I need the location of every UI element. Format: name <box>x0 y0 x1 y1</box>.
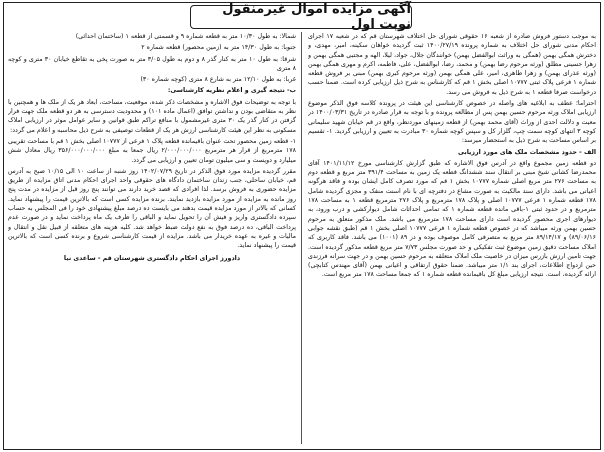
right-heading: الف - حدود مشخصات ملک های مورد ارزیابی <box>457 148 596 156</box>
boundary-north: شمالا: به طول ۱۰/۳۰ متر به قطعه شماره ۹ و قسمتی از قطعه ۱ (ساختمان احداثی) <box>75 33 296 40</box>
valuation-paragraph: ۱- قطعه زمین محصور تحت عنوان باقیمانده قطعه پلاک ۱ فرعی از ۱۰۷۷۷ اصلی بخش ۱ قم با مساحت تقریبی ۱۷۸ مترمربع از قرار هر مترمربع ۲/۰۰۰/۰۰۰/۰۰۰ ریال جمعا به مبلغ ۳۵۶/۰۰۰/۰۰۰/۰۰۰ ریال معادل شش میلیارد و دویست و سی میلیون تومان تعیین و ارزیابی می گردد. <box>8 137 296 164</box>
right-paragraph-1: به موجب دستور فروش صادره از شعبه ۱۶ حقوقی شورای حل اختلاف شهرستان قم که در شعبه ۱۷ اجرای احکام مدنی شورای حل اختلاف به شماره پرونده ۱۴۰۰/۲۷/۱۹ ثبت گردیده خواهان سکینه، امیر، مهدی، و دخترش همگی بهمن (همگی به وراثت ابوالفضل بهمن) خوانندگان جلال، جواد، لیلا، الهه و مجتبی همگی بهمن و زهرا حسینی مطلق (ورثه مرحوم رضا بهمن) و محمد، رضا، ابوالفضل، علی، فاطمه، اکرم و مهری همگی بهمن (ورثه عذرای بهمن) و زهرا طاهری، امیر، علی همگی بهمن (ورثه مرحوم کبری بهمن) مبنی بر فروش قطعه شماره ۱ فرعی پلاک ثبتی ۱۰۷۷۷ اصلی بخش ۱ قم که کارشناس به شرح ذیل ارزیابی کرده است. ضمنا حسب درخواست صرفا قطعه ۱ به شرح ذیل به فروش می رسد. <box>308 33 596 96</box>
boundary-south: جنوبا: به طول ۱۴/۳۰ متر به (زمین محصور) قطعه شماره ۲ <box>141 44 296 52</box>
notice-title-text: آگهی مزایده اموال غیرمنقول نوبت اول <box>222 2 411 32</box>
right-paragraph-2: احتراما؛ عطف به ابلاغیه های واصله در خصوص کارشناسی این هیئت در پرونده کلاسه فوق الذکر موضوع ارزیابی املاک ورثه مرحوم حسین بهمن پس از مطالعه پرونده و با توجه به قرار صادره در تاریخ ۱۴۰۰/۰۳/۳۱ در معیت و دلالت احدی از وراث (آقای محمد بهمن) از قطعه زمینهای موردنظر، واقع در قم خیابان شهید سلیمانی کوچه ۳ انتهای کوچه سمت چپ، گلزار کل و سپس کوچه شماره ۳۰ مبادرت به تعیین و ارزیابی گردید. ۱- تقسیم بر اساس مساحت به شرح ذیل به استحضار میرسد: <box>308 100 596 145</box>
boundary-east: شرقا: به طول ۱۰ متر به کنار گذر ۸ و دوم به طول ۳/۰۵ متر به صورت پخی به تقاطع خیابان ۳۰ متری و کوچه ۸ متری <box>8 55 296 72</box>
conclusion-paragraph: با توجه به توضیحات فوق الاشاره و مشخصات ذکر شده، موقعیت، مساحت، ابعاد هر یک از ملک ها و همچنین با نظر به متقاضی بودن و نداشتن توافق (اعمال ماده ۱۰۱) و محدودیت دسترسی به هر دو قطعه ملک جهت فرار گرفتن در کنار گذر یک ۳۰ متری غیرمشمول با منافع تراکم طبق قوانین و سایر عوامل موثر در ارزیابی املاک مسکونی به نظر این هیئت کارشناسی ارزش هر یک از قطعات توصیفی به شرح ذیل محاسبه و اعلام می گردد: <box>8 98 296 134</box>
auction-terms-paragraph: مقرر گردیده مزایده مورد فوق الذکر در تاریخ ۱۴۰۲/۰۷/۲۹ روز شنبه از ساعت ۱۰ الی ۱۰/۱۵ صبح به آدرس قم، خیابان ساحلی، جنب زندان ساختمان دادگاه های حقوقی واحد اجرای احکام مدنی اتاق مزایده از طریق مزایده حضوری به فروش برسد. لذا افرادی که قصد خرید دارند می توانند پنج روز قبل از مزایده در مدت پنج روز مانده به مزایده از مورد مزایده بازدید نمایند. برنده مزایده کسی است که بالاترین قیمت را پیشنهاد نماید. کسانی که بالاتر از مورد مزایده قیمت بدهند می بایست ده درصد مبلغ پیشنهادی خود را فی المجلس به حساب سپرده دادگستری واریز و فیش آن را تحویل نماید و الباقی را ظرف یک ماه پرداخت نماید و در صورت عدم پرداخت الباقی، ده درصد فوق به نفع دولت ضبط خواهد شد. کلیه هزینه های متعلقه از قبیل نقل و انتقال و مالیات و غیره به عهده خریدار می باشد. مزایده از قیمت کارشناسی شروع و برنده کسی است که بالاترین قیمت را پیشنهاد نماید. <box>8 167 296 250</box>
notice-title <box>190 2 412 32</box>
conclusion-heading: ب- نتیجه گیری و اعلام نظریه کارشناسی: <box>167 87 296 95</box>
right-paragraph-3: دو قطعه زمین مجموع واقع در آدرس فوق الاشاره که طبق گزارش کارشناسی مورخ ۱۴۰۱/۱۱/۱۲ آقای محمدرضا کشانی شیخ مبنی بر انتقال سند ششدانگ قطعه یک زمین به مساحت ۳۹۱/۴ متر مربع و قطعه دوم به مساحت ۲۷۶ متر مربع اصلی شماره ۱۰۷۷۷ بخش ۱ قم که مورد تصرف کامل ایشان بوده و فاقد هرگونه اعیانی می باشد. دارای سند مالکیت به صورت مشاع در دفترچه ای با نام اسنت منفک و مجزی گردیده شامل ۱۷۸ قطعه شماره ۱ فرعی ۱۰۷۷۷ اصلی و پلاک ۱۷۸ مترمربع و پلاک ۲۷۶ مترمربع قطعه ۱ به مساحت ۱۷۸ مترمربع و در حدود ثبتی ۱-باقی مانده قطعه شماره ۱ که تمامی احداثات شامل دیوارکشی و درب ورود، به دیوارهای اجری محصور گردیده است دارای مساحت ۱۷۸ مترمربع می باشد. ملک مذکور متعلق به مرحوم حسین بهمن ورثه میباشد که در خصوص قطعه شماره ۱ فرعی ۱۰۷۷۷ اصلی بخش ۱ قم (طبق نقشه جوابی ۸۹/۰۶/۱۶) و ۸۹/۱۴/۱۷ متر مربع به متصرفی کامل موصوف بوده و در ۸۹ (۱۰۰۱) می باشد. فاقد کاربری که املاک مساحت دقیق زمین موضوع ثبت تفکیکی و حد صورت مجلس ۷/۷۳ متر مربع قطعه مذکور گردیده است. جهت تامین ارزش بازرس میزان در خاصیت ملک املاک متعلقه به مرحوم حسین بهمن و در جهت سرانه فرزندی حین ازدواج اطلاعات، اجرای بند ۱/۱ متر میباشد. ضمنا حقوق ارتفاقی و اعیانی بهمن (آقای مهندس کتابچی) ارائه گردیده، است. نتیجه ارزیابی مبلغ کل باقیمانده قطعه شماره ۱ که جمعا مساحت ۱۷۸ متر مربع است. <box>308 159 596 279</box>
signature-line: دادورز اجرای احکام دادگستری شهرستان قم - ساعدی نیا <box>63 254 241 262</box>
boundary-west: غربا: به طول ۱۲/۱۰ متر به شارع ۸ متری (کوچه شماره ۳۰) <box>140 76 296 84</box>
column-divider <box>301 32 302 444</box>
left-column <box>8 32 296 446</box>
right-column <box>308 32 596 446</box>
